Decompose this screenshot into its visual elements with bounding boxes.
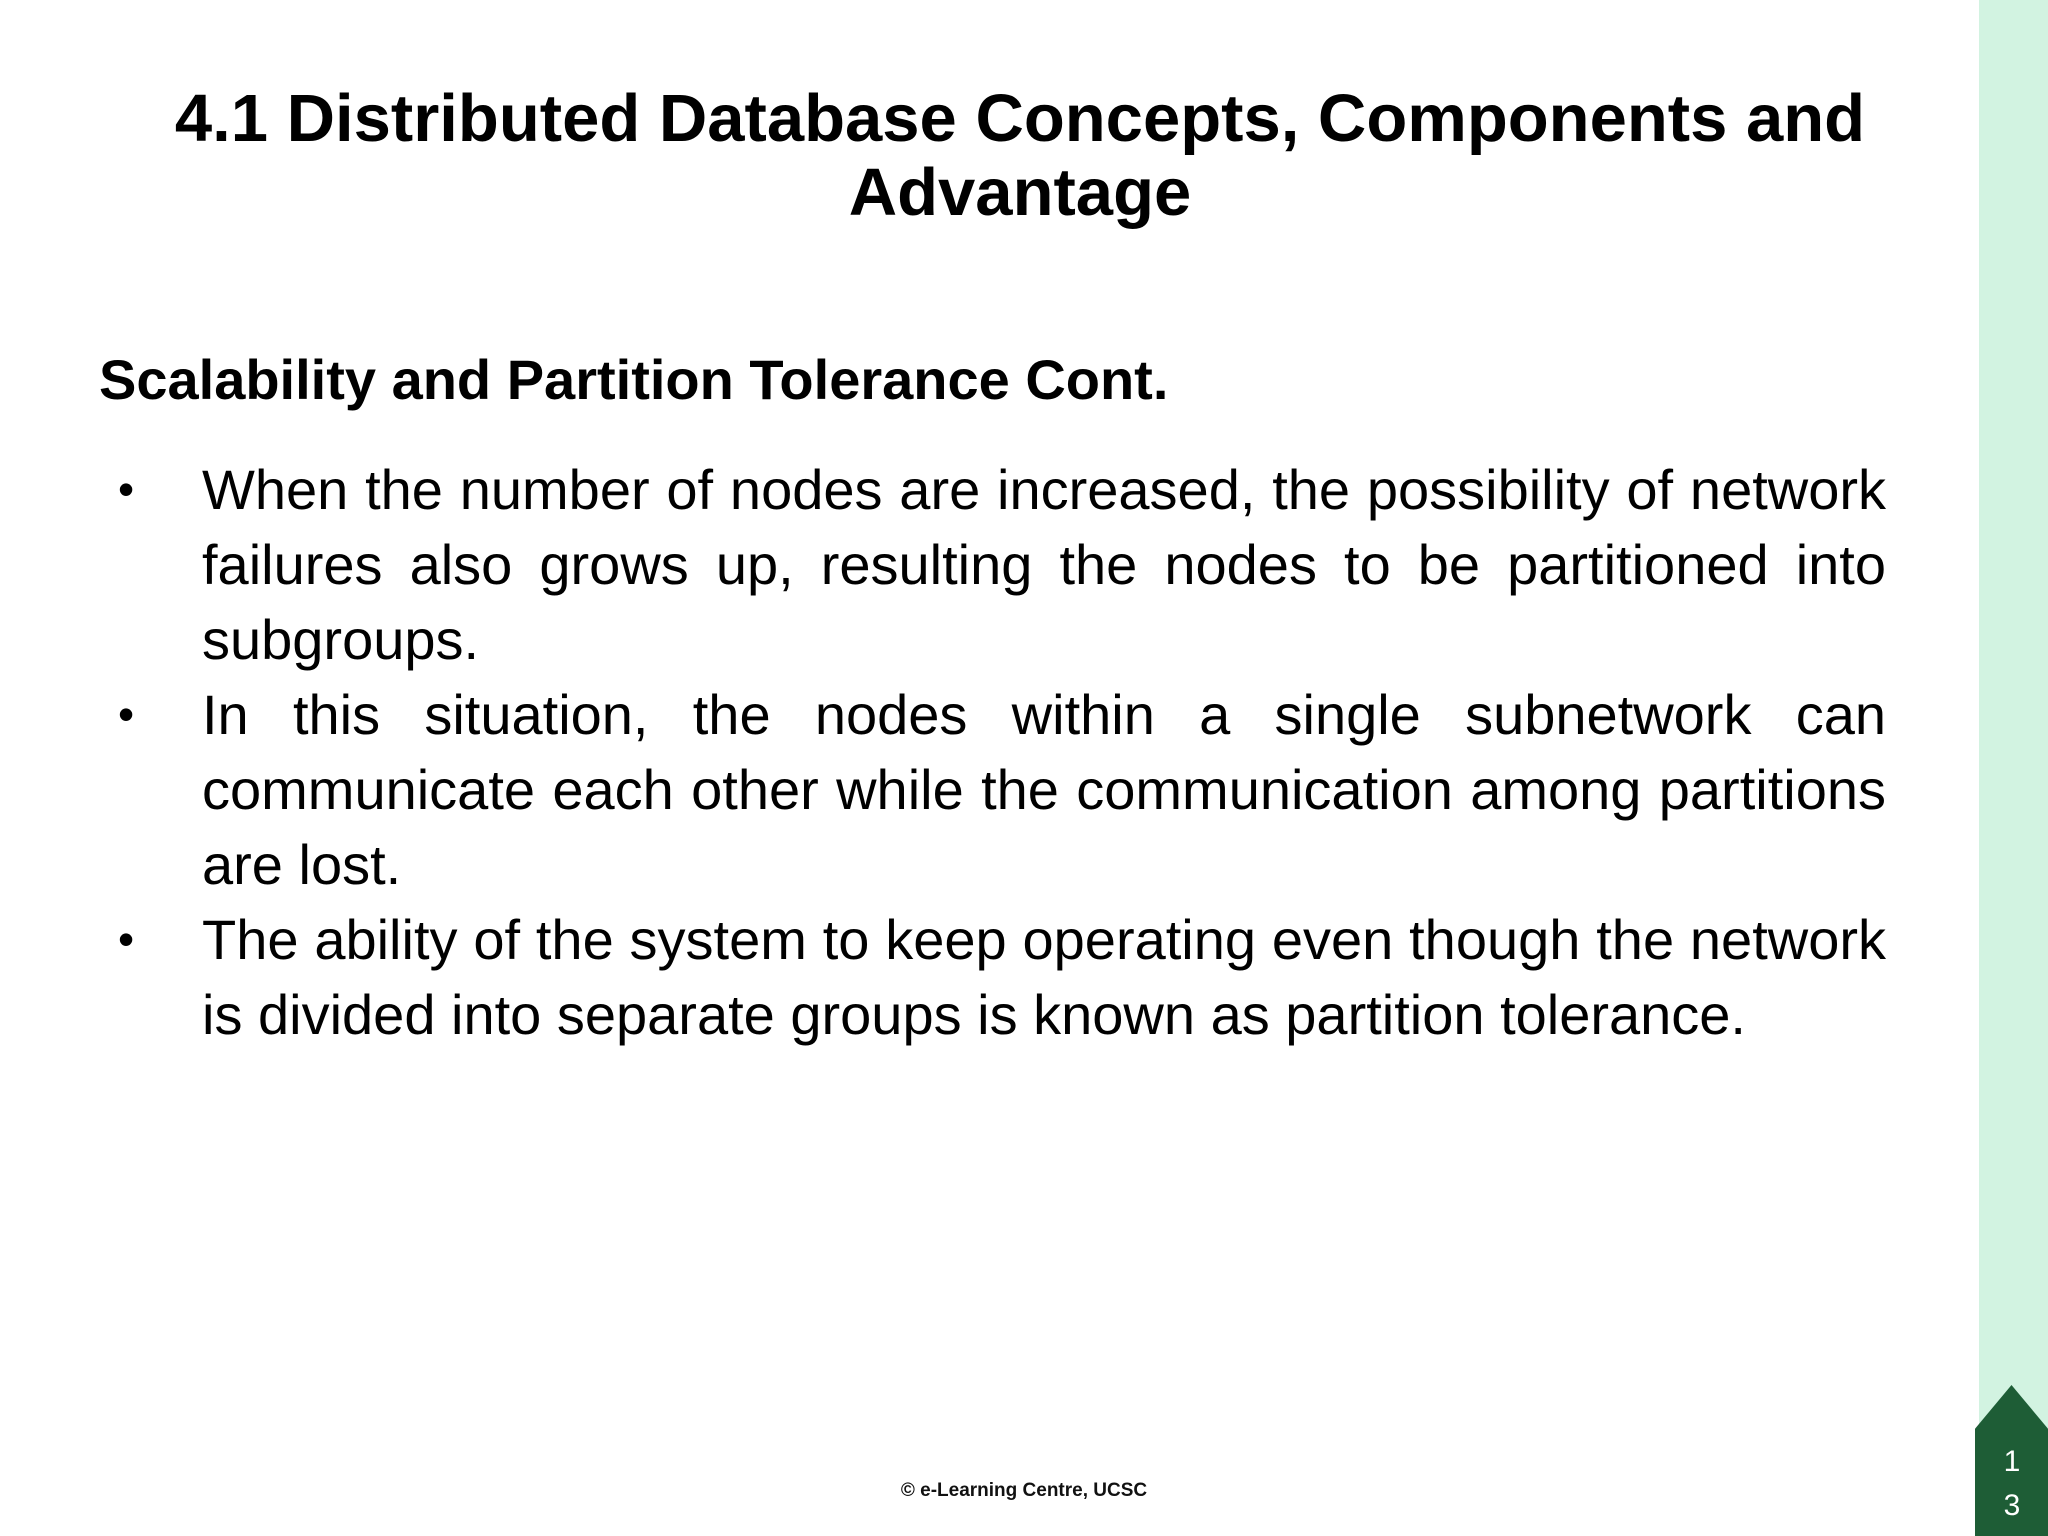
bullet-list [118,452,1886,1052]
bullet-icon: • [118,463,135,515]
copyright-footer: © e-Learning Centre, UCSC [900,1480,1148,1501]
bullet-text: When the number of nodes are increased, the possibility of network failures also grows up, resulting the nodes to be partitioned into subgroups. [202,458,1886,671]
bullet-item [118,677,1886,902]
side-bar [1979,0,2048,1536]
bullet-icon: • [118,913,135,965]
bullet-icon: • [118,688,135,740]
slide-title: 4.1 Distributed Database Concepts, Components and Advantage [174,81,1866,230]
page-number: 1 3 [2003,1445,2021,1522]
bullet-item [118,902,1886,1052]
bullet-text: In this situation, the nodes within a single subnetwork can communicate each other while the communication among partitions are lost. [202,683,1886,896]
section-heading: Scalability and Partition Tolerance Cont. [99,348,1169,411]
bullet-text: The ability of the system to keep operating even though the network is divided into separate groups is known as partition tolerance. [202,908,1886,1046]
bullet-item [118,452,1886,677]
